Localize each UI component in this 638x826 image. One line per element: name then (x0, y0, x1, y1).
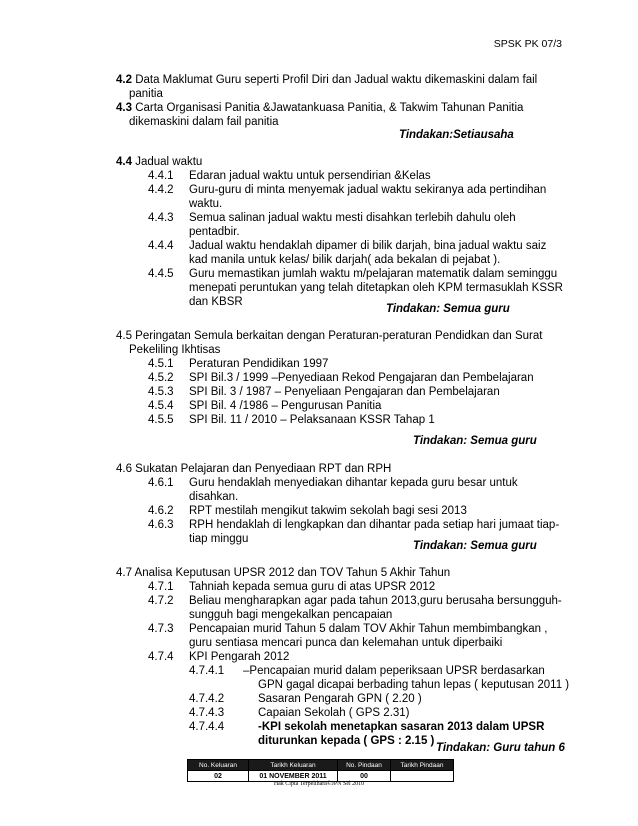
item-4-4-5-text: Guru memastikan jumlah waktu m/pelajaran matematik dalam seminggu (189, 268, 558, 280)
item-4-7-3-text2: guru sentiasa mencari punca dan kelemahan untuk diperbaiki (189, 637, 503, 649)
item-4-4-5-text3: dan KBSR (189, 296, 243, 308)
document-code: SPSK PK 07/3 (493, 38, 562, 50)
revision-table (187, 759, 454, 782)
item-4-7-4-3-text: Capaian Sekolah ( GPS 2.31) (258, 707, 410, 719)
value-tarikh-keluaran: 01 NOVEMBER 2011 (249, 771, 338, 782)
item-4-6-1-text2: disahkan. (189, 491, 239, 503)
action-4-6: Tindakan: Semua guru (413, 540, 537, 552)
item-4-7-4-4-text (258, 720, 544, 734)
item-4-7-4-1-text2: GPN gagal dicapai berbading tahun lepas ( keputusan 2011 ) (258, 679, 570, 691)
item-text: Data Maklumat Guru seperti Profil Diri dan Jadual waktu dikemaskini dalam fail (132, 74, 538, 86)
item-4-7-4-1: 4.7.4.1 (189, 665, 225, 677)
item-4-4-4: 4.4.4 (148, 240, 174, 252)
item-4-4-2-text2: waktu. (189, 198, 223, 210)
item-4-7-1-text: Tahniah kepada semua guru di atas UPSR 2012 (189, 581, 436, 593)
section-4-7-title: 4.7 Analisa Keputusan UPSR 2012 dan TOV Tahun 5 Akhir Tahun (116, 567, 451, 579)
revision-value-row (188, 771, 454, 782)
item-4-4-2: 4.4.2 (148, 184, 174, 196)
section-4-5-title: 4.5 Peringatan Semula berkaitan dengan Peraturan-peraturan Pendidkan dan Surat (116, 330, 543, 342)
item-4-6-3-text2: tiap minggu (189, 533, 249, 545)
value-no-pindaan: 00 (338, 771, 391, 782)
item-4-3-line2: dikemaskini dalam fail panitia (129, 116, 279, 128)
section-number: 4.4 (116, 156, 132, 168)
item-4-5-5-text: SPI Bil. 11 / 2010 – Pelaksanaan KSSR Tahap 1 (189, 414, 435, 426)
item-4-7-4-text: KPI Pengarah 2012 (189, 651, 290, 663)
item-4-2-line1 (116, 73, 537, 87)
item-4-5-2: 4.5.2 (148, 372, 174, 384)
item-4-7-4: 4.7.4 (148, 651, 174, 663)
header-no-pindaan: No. Pindaan (338, 760, 391, 771)
revision-header-row (188, 760, 454, 771)
action-4-7: Tindakan: Guru tahun 6 (436, 742, 565, 754)
item-4-4-3-text2: pentadbir. (189, 226, 240, 238)
item-4-7-1: 4.7.1 (148, 581, 174, 593)
item-4-7-3-text: Pencapaian murid Tahun 5 dalam TOV Akhir Tahun membimbangkan , (189, 623, 548, 635)
item-4-4-3-text: Semua salinan jadual waktu mesti disahkan terlebih dahulu oleh (189, 212, 516, 224)
item-4-4-4-text: Jadual waktu hendaklah dipamer di bilik darjah, bina jadual waktu saiz (189, 240, 547, 252)
item-4-7-2: 4.7.2 (148, 595, 174, 607)
copyright-notice: Hak Cipta Terpelihara©JPN Sel 2010 (273, 781, 365, 787)
item-4-6-1: 4.6.1 (148, 477, 174, 489)
item-4-4-5-text2: menepati peruntukan yang telah ditetapkan oleh KPM termasuklah KSSR (189, 282, 563, 294)
value-tarikh-pindaan (391, 771, 454, 782)
item-4-7-2-text: Beliau mengharapkan agar pada tahun 2013,guru berusaha bersungguh- (189, 595, 562, 607)
item-4-7-4-1-text: –Pencapaian murid dalam peperiksaan UPSR berdasarkan (243, 665, 545, 677)
kpi-text: KPI sekolah menetapkan sasaran 2013 dalam UPSR (261, 721, 545, 733)
item-4-7-2-text2: sungguh bagi mengekalkan pencapaian (189, 609, 393, 621)
action-4-5: Tindakan: Semua guru (413, 435, 537, 447)
item-4-5-1-text: Peraturan Pendidikan 1997 (189, 358, 329, 370)
header-no-keluaran: No. Keluaran (188, 760, 249, 771)
item-4-7-4-4-text2: diturunkan kepada ( GPS : 2.15 ) (258, 735, 435, 747)
item-4-4-1: 4.4.1 (148, 170, 174, 182)
item-4-5-4-text: SPI Bil. 4 /1986 – Pengurusan Panitia (189, 400, 382, 412)
section-4-5-title2: Pekeliling Ikhtisas (129, 344, 221, 356)
item-4-4-1-text: Edaran jadual waktu untuk persendirian &Kelas (189, 170, 431, 182)
item-4-6-3: 4.6.3 (148, 519, 174, 531)
item-4-7-4-3: 4.7.4.3 (189, 707, 225, 719)
item-4-6-2: 4.6.2 (148, 505, 174, 517)
item-4-4-5: 4.4.5 (148, 268, 174, 280)
item-4-6-1-text: Guru hendaklah menyediakan dihantar kepada guru besar untuk (189, 477, 518, 489)
section-4-4-title (116, 155, 202, 169)
item-4-6-3-text: RPH hendaklah di lengkapkan dan dihantar pada setiap hari jumaat tiap- (189, 519, 560, 531)
item-4-5-3-text: SPI Bil. 3 / 1987 – Penyeliaan Pengajaran dan Pembelajaran (189, 386, 500, 398)
item-4-7-4-2-text: Sasaran Pengarah GPN ( 2.20 ) (258, 693, 422, 705)
header-tarikh-pindaan: Tarikh Pindaan (391, 760, 454, 771)
item-4-5-5: 4.5.5 (148, 414, 174, 426)
item-4-4-4-text2: kad manila untuk kelas/ bilik darjah( ada bekalan di pejabat ). (189, 254, 501, 266)
section-4-6-title: 4.6 Sukatan Pelajaran dan Penyediaan RPT dan RPH (116, 463, 392, 475)
item-4-4-2-text: Guru-guru di minta menyemak jadual waktu sekiranya ada pertindihan (189, 184, 547, 196)
dash: - (258, 721, 262, 733)
section-title: Jadual waktu (132, 156, 203, 168)
item-4-5-1: 4.5.1 (148, 358, 174, 370)
item-4-2-line2: panitia (129, 88, 163, 100)
item-4-7-4-2: 4.7.4.2 (189, 693, 225, 705)
action-4-4: Tindakan: Semua guru (386, 303, 510, 315)
item-number: 4.3 (116, 102, 132, 114)
item-4-4-3: 4.4.3 (148, 212, 174, 224)
item-text: Carta Organisasi Panitia &Jawatankuasa Panitia, & Takwim Tahunan Panitia (132, 102, 524, 114)
value-no-keluaran: 02 (188, 771, 249, 782)
item-4-6-2-text: RPT mestilah mengikut takwim sekolah bagi sesi 2013 (189, 505, 467, 517)
item-4-7-3: 4.7.3 (148, 623, 174, 635)
item-number: 4.2 (116, 74, 132, 86)
item-4-5-2-text: SPI Bil.3 / 1999 –Penyediaan Rekod Pengajaran dan Pembelajaran (189, 372, 534, 384)
item-4-7-4-4: 4.7.4.4 (189, 721, 225, 733)
header-tarikh-keluaran: Tarikh Keluaran (249, 760, 338, 771)
item-4-3-line1 (116, 101, 523, 115)
action-4-3: Tindakan:Setiausaha (399, 129, 514, 141)
item-4-5-4: 4.5.4 (148, 400, 174, 412)
item-4-5-3: 4.5.3 (148, 386, 174, 398)
